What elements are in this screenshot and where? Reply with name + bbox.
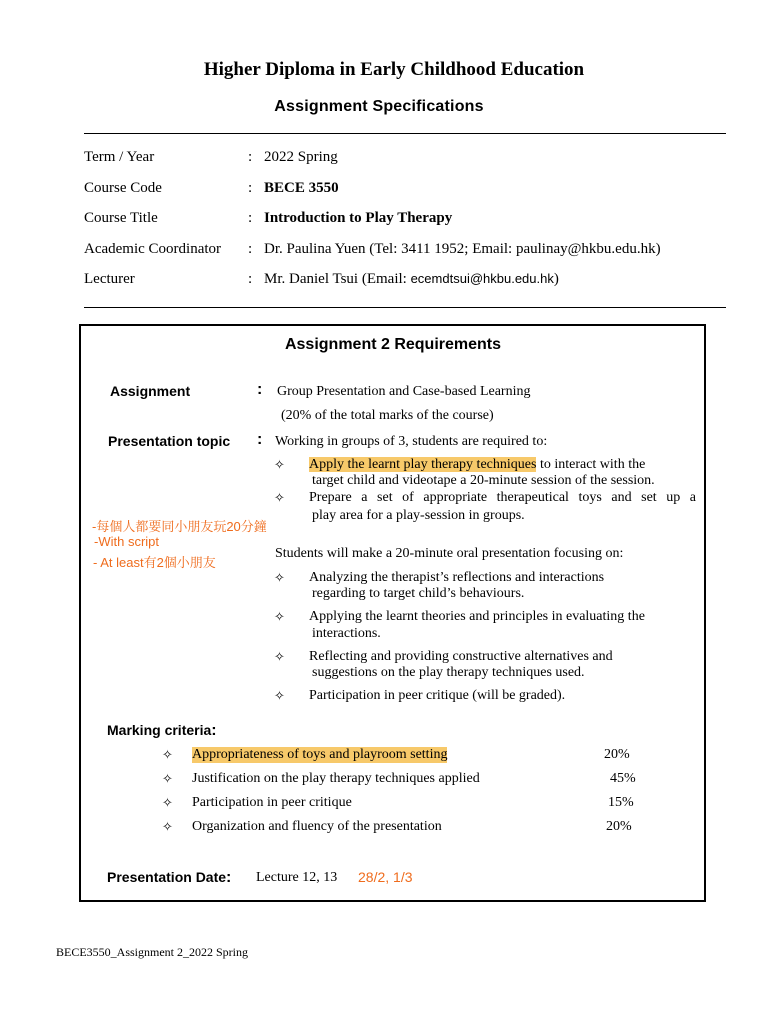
coordinator-colon: : xyxy=(248,241,253,257)
term-value: 2022 Spring xyxy=(264,149,338,165)
course-title-value: Introduction to Play Therapy xyxy=(264,210,453,226)
presentation-date-colon: : xyxy=(226,869,232,886)
criteria-3-star-icon: ✧ xyxy=(162,795,173,810)
lecturer-colon: : xyxy=(248,271,253,287)
top-divider xyxy=(84,133,726,134)
coordinator-label: Academic Coordinator xyxy=(84,241,222,257)
criteria-3-text: Participation in peer critique xyxy=(192,795,352,810)
criteria-1-percent: 20% xyxy=(604,747,630,762)
handwritten-note-3: - At least有2個小朋友 xyxy=(93,555,216,570)
handwritten-note-2: -With script xyxy=(94,534,159,549)
task-1-line-2: target child and videotape a 20-minute session of the session. xyxy=(312,473,655,488)
coordinator-value: Dr. Paulina Yuen (Tel: 3411 1952; Email: paulinay@hkbu.edu.hk) xyxy=(264,241,661,257)
presentation-date-note: 28/2, 1/3 xyxy=(358,869,413,885)
focus-1-line-1: Analyzing the therapist’s reflections and interactions xyxy=(309,570,605,585)
presentation-topic-colon: : xyxy=(257,431,263,448)
criteria-4-percent: 20% xyxy=(606,819,632,834)
lecturer-close-paren: ) xyxy=(553,271,559,287)
lecturer-value xyxy=(264,271,559,288)
presentation-date-label xyxy=(107,869,231,887)
task-1-line-1 xyxy=(309,457,645,473)
presentation-topic-label: Presentation topic xyxy=(108,433,231,449)
info-divider xyxy=(84,307,726,308)
marking-criteria-label xyxy=(107,722,217,740)
criteria-row xyxy=(162,771,642,789)
assignment-colon: : xyxy=(257,381,263,398)
focus-2-star-icon: ✧ xyxy=(274,609,285,624)
criteria-1-text: Appropriateness of toys and playroom setting xyxy=(192,747,448,762)
document-subtitle: Assignment Specifications xyxy=(274,98,484,115)
focus-3-star-icon: ✧ xyxy=(274,649,285,664)
document-title: Higher Diploma in Early Childhood Education xyxy=(203,59,585,80)
focus-2-line-2: interactions. xyxy=(312,626,381,641)
focus-3-line-2: suggestions on the play therapy techniques used. xyxy=(312,665,585,680)
assignment-line-1: Group Presentation and Case-based Learning xyxy=(277,384,531,399)
task-2-line-1: Prepare a set of appropriate therapeutical toys and set up a xyxy=(309,490,696,505)
criteria-4-star-icon: ✧ xyxy=(162,819,173,834)
course-title-colon: : xyxy=(248,210,253,226)
handwritten-note-1: -每個人都要同小朋友玩20分鐘 xyxy=(92,519,267,534)
lecturer-email: ecemdtsui@hkbu.edu.hk xyxy=(410,271,554,286)
task-2-star-icon: ✧ xyxy=(274,490,285,505)
focus-2-line-1: Applying the learnt theories and principles in evaluating the xyxy=(309,609,645,624)
presentation-date-text: Presentation Date xyxy=(107,869,227,885)
course-title-label: Course Title xyxy=(84,210,158,226)
course-code-value: BECE 3550 xyxy=(264,180,339,196)
task-2-line-2: play area for a play-session in groups. xyxy=(312,508,525,523)
presentation-topic-intro: Working in groups of 3, students are required to: xyxy=(275,434,548,449)
focus-4-line-1: Participation in peer critique (will be graded). xyxy=(309,688,566,703)
assignment-label: Assignment xyxy=(110,383,191,399)
requirements-title: Assignment 2 Requirements xyxy=(284,336,502,353)
presentation-date-value: Lecture 12, 13 xyxy=(256,870,338,885)
focus-4-star-icon: ✧ xyxy=(274,688,285,703)
criteria-2-text: Justification on the play therapy techniques applied xyxy=(192,771,480,786)
course-code-label: Course Code xyxy=(84,180,162,196)
task-1-highlight: Apply the learnt play therapy techniques xyxy=(309,457,537,472)
task-1-rest: to interact with the xyxy=(536,457,646,472)
task-1-star-icon: ✧ xyxy=(274,457,285,472)
criteria-1-star-icon: ✧ xyxy=(162,747,173,762)
focus-3-line-1: Reflecting and providing constructive alternatives and xyxy=(309,649,613,664)
marking-criteria-text: Marking criteria xyxy=(107,722,212,738)
criteria-2-star-icon: ✧ xyxy=(162,771,173,786)
lecturer-name: Mr. Daniel Tsui (Email: xyxy=(264,271,411,287)
marking-criteria-colon: : xyxy=(211,722,217,739)
criteria-4-text: Organization and fluency of the presentation xyxy=(192,819,442,834)
criteria-row xyxy=(162,747,642,765)
criteria-2-percent: 45% xyxy=(610,771,636,786)
criteria-3-percent: 15% xyxy=(608,795,634,810)
course-code-colon: : xyxy=(248,180,253,196)
term-label: Term / Year xyxy=(84,149,155,165)
criteria-row xyxy=(162,819,642,837)
criteria-row xyxy=(162,795,642,813)
assignment-line-2: (20% of the total marks of the course) xyxy=(281,408,494,423)
lecturer-label: Lecturer xyxy=(84,271,135,287)
focus-1-star-icon: ✧ xyxy=(274,570,285,585)
focus-1-line-2: regarding to target child’s behaviours. xyxy=(312,586,525,601)
footer-text: BECE3550_Assignment 2_2022 Spring xyxy=(56,945,249,959)
oral-presentation-intro: Students will make a 20-minute oral presentation focusing on: xyxy=(275,546,624,561)
term-colon: : xyxy=(248,149,253,165)
